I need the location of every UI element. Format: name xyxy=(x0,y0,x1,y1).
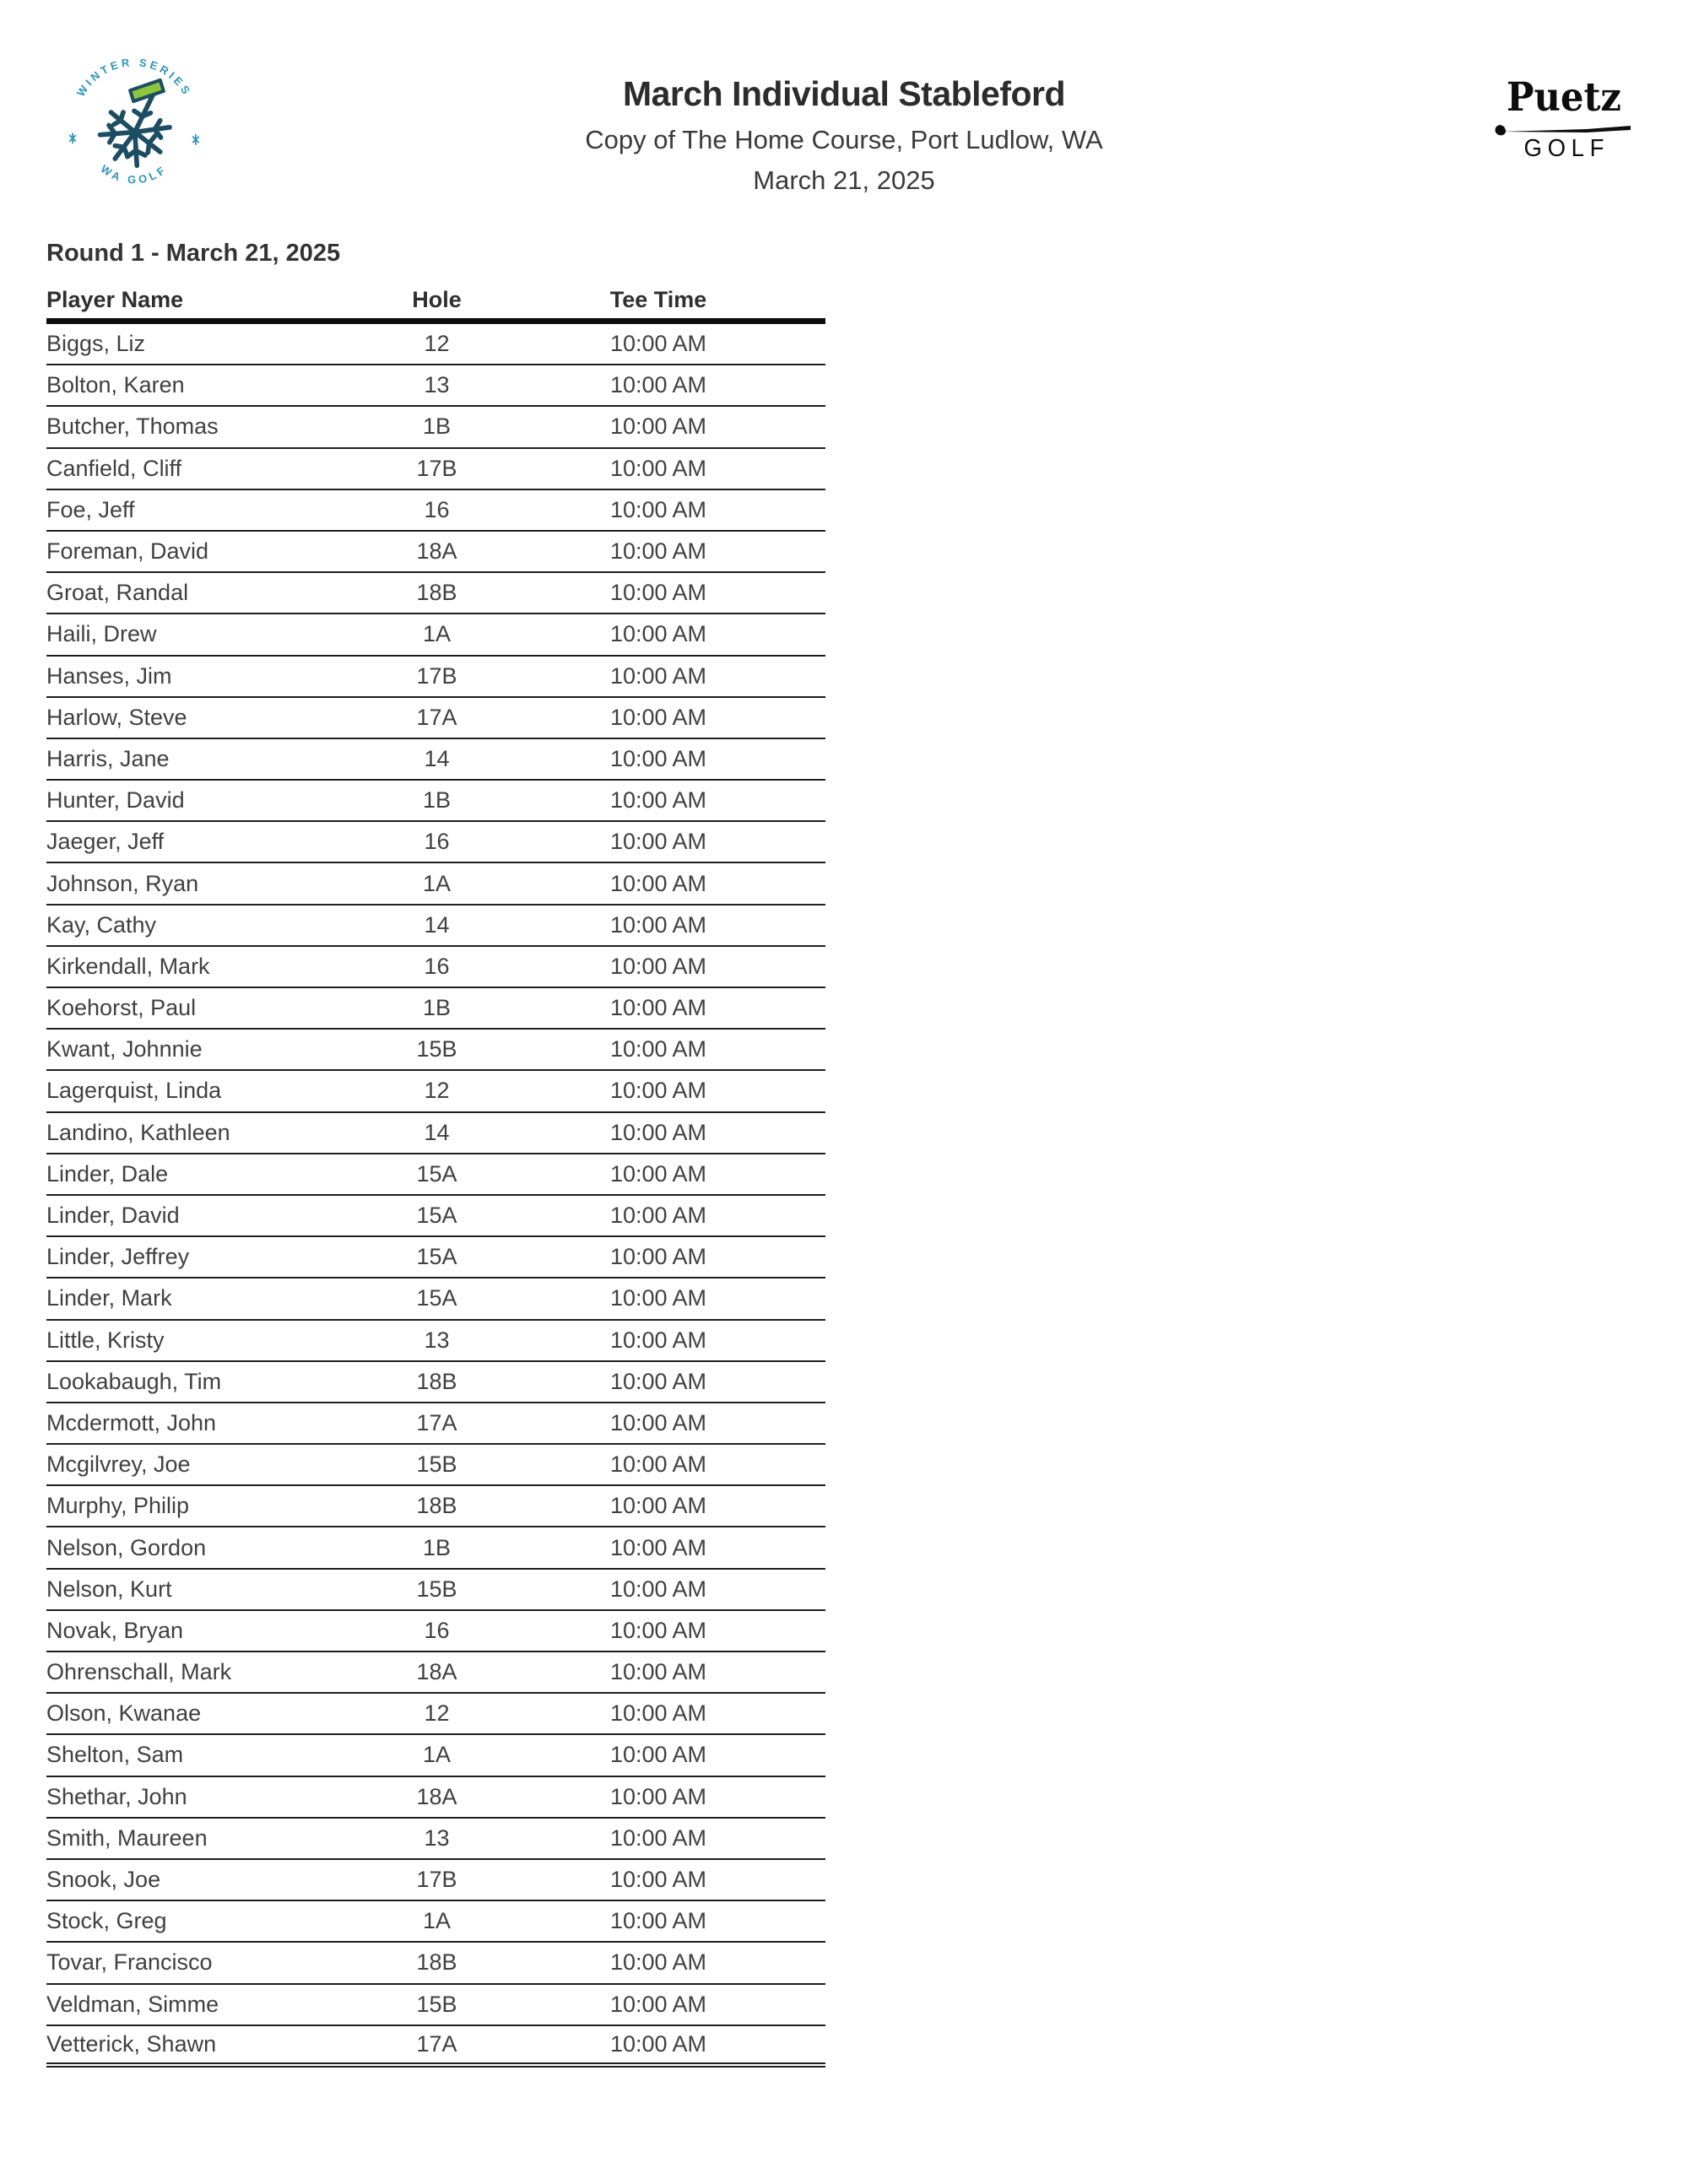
tee-time-cell: 10:00 AM xyxy=(609,1409,707,1435)
tee-time-cell: 10:00 AM xyxy=(609,1036,707,1062)
player-name-cell: Landino, Kathleen xyxy=(46,1119,230,1145)
tee-time-cell: 10:00 AM xyxy=(609,414,707,440)
event-course: Copy of The Home Course, Port Ludlow, WA xyxy=(585,125,1103,154)
table-row xyxy=(46,1321,825,1362)
player-name-cell: Little, Kristy xyxy=(46,1327,165,1353)
hole-cell: 17B xyxy=(416,455,457,481)
table-row xyxy=(46,1819,825,1860)
table-row xyxy=(46,1735,825,1776)
table-row xyxy=(46,1113,825,1154)
tee-time-cell: 10:00 AM xyxy=(609,1783,707,1809)
player-name-cell: Shethar, John xyxy=(46,1783,187,1809)
header-title-block xyxy=(0,74,1688,196)
tee-time-cell: 10:00 AM xyxy=(609,1991,707,2017)
player-name-cell: Harris, Jane xyxy=(46,745,170,771)
player-name-cell: Ohrenschall, Mark xyxy=(46,1659,232,1685)
tee-time-cell: 10:00 AM xyxy=(609,1368,707,1394)
player-name-cell: Mcdermott, John xyxy=(46,1409,217,1435)
tee-time-cell: 10:00 AM xyxy=(609,1534,707,1560)
tee-time-cell: 10:00 AM xyxy=(609,745,707,771)
hole-cell: 15B xyxy=(416,1451,457,1478)
tee-time-cell: 10:00 AM xyxy=(609,1700,707,1727)
hole-cell: 14 xyxy=(424,1119,450,1145)
hole-cell: 17A xyxy=(416,1409,457,1435)
hole-cell: 17A xyxy=(416,2030,457,2057)
hole-cell: 1A xyxy=(422,621,452,647)
tee-time-cell: 10:00 AM xyxy=(609,1327,707,1353)
column-header-tee-time: Tee Time xyxy=(609,287,707,312)
tee-time-cell: 10:00 AM xyxy=(609,580,707,606)
hole-cell: 17A xyxy=(416,704,457,730)
tee-time-cell: 10:00 AM xyxy=(609,1659,707,1685)
tee-time-cell: 10:00 AM xyxy=(609,829,707,855)
player-name-cell: Foe, Jeff xyxy=(46,496,135,522)
table-row xyxy=(46,1652,825,1694)
table-row xyxy=(46,1030,825,1071)
tee-time-cell: 10:00 AM xyxy=(609,911,707,938)
puetz-logo-subtitle: GOLF xyxy=(1523,135,1610,162)
tee-time-cell: 10:00 AM xyxy=(609,1119,707,1145)
table-row xyxy=(46,657,825,698)
hole-cell: 16 xyxy=(424,496,450,522)
tee-time-cell: 10:00 AM xyxy=(609,1576,707,1602)
table-row xyxy=(46,1445,825,1486)
table-row xyxy=(46,1362,825,1403)
table-header-row xyxy=(46,278,825,324)
table-row xyxy=(46,1196,825,1237)
tee-time-cell: 10:00 AM xyxy=(609,1078,707,1104)
player-name-cell: Johnson, Ryan xyxy=(46,870,199,896)
hole-cell: 15A xyxy=(416,1244,457,1270)
table-row xyxy=(46,739,825,781)
table-row xyxy=(46,1527,825,1569)
player-name-cell: Linder, Jeffrey xyxy=(46,1244,190,1270)
hole-cell: 16 xyxy=(424,1617,450,1643)
hole-cell: 15A xyxy=(416,1160,457,1187)
player-name-cell: Linder, Dale xyxy=(46,1160,169,1187)
player-name-cell: Groat, Randal xyxy=(46,580,189,606)
tee-time-cell: 10:00 AM xyxy=(609,2030,707,2057)
player-name-cell: Linder, Mark xyxy=(46,1285,172,1311)
table-row xyxy=(46,532,825,573)
player-name-cell: Hunter, David xyxy=(46,787,185,814)
tee-time-cell: 10:00 AM xyxy=(609,1867,707,1893)
player-name-cell: Shelton, Sam xyxy=(46,1742,184,1768)
hole-cell: 1A xyxy=(422,1908,452,1934)
hole-cell: 14 xyxy=(424,911,450,938)
tee-time-cell: 10:00 AM xyxy=(609,1742,707,1768)
player-name-cell: Tovar, Francisco xyxy=(46,1949,213,1976)
player-name-cell: Foreman, David xyxy=(46,538,209,565)
tee-time-cell: 10:00 AM xyxy=(609,1160,707,1187)
player-name-cell: Kay, Cathy xyxy=(46,911,157,938)
table-row xyxy=(46,863,825,905)
table-row xyxy=(46,1071,825,1112)
hole-cell: 18B xyxy=(416,1368,457,1394)
table-row xyxy=(46,365,825,407)
hole-cell: 18A xyxy=(416,538,457,565)
player-name-cell: Smith, Maureen xyxy=(46,1825,208,1851)
puetz-logo-title: Puetz xyxy=(1506,74,1621,121)
hole-cell: 1B xyxy=(422,787,452,814)
table-row xyxy=(46,1777,825,1819)
hole-cell: 13 xyxy=(424,1825,450,1851)
player-name-cell: Canfield, Cliff xyxy=(46,455,182,481)
table-row xyxy=(46,698,825,739)
hole-cell: 16 xyxy=(424,953,450,979)
hole-cell: 1A xyxy=(422,870,452,896)
wa-golf-arc-text: WA GOLF xyxy=(98,162,170,187)
hole-cell: 17B xyxy=(416,1867,457,1893)
column-header-player-name: Player Name xyxy=(46,287,184,312)
player-name-cell: Haili, Drew xyxy=(46,621,157,647)
puetz-golf-logo xyxy=(1492,74,1636,167)
table-row xyxy=(46,573,825,614)
player-name-cell: Nelson, Gordon xyxy=(46,1534,207,1560)
hole-cell: 18B xyxy=(416,1949,457,1976)
tee-time-cell: 10:00 AM xyxy=(609,704,707,730)
table-row xyxy=(46,407,825,448)
player-name-cell: Stock, Greg xyxy=(46,1908,167,1934)
table-row xyxy=(46,1403,825,1445)
hole-cell: 12 xyxy=(424,331,450,357)
tee-time-cell: 10:00 AM xyxy=(609,870,707,896)
hole-cell: 15B xyxy=(416,1036,457,1062)
event-title: March Individual Stableford xyxy=(622,74,1066,113)
table-row xyxy=(46,490,825,532)
tee-time-cell: 10:00 AM xyxy=(609,455,707,481)
player-name-cell: Novak, Bryan xyxy=(46,1617,184,1643)
player-name-cell: Mcgilvrey, Joe xyxy=(46,1451,191,1478)
hole-cell: 1B xyxy=(422,414,452,440)
table-row xyxy=(46,1237,825,1279)
table-row xyxy=(46,1486,825,1527)
table-row xyxy=(46,988,825,1030)
player-name-cell: Kirkendall, Mark xyxy=(46,953,210,979)
hole-cell: 1A xyxy=(422,1742,452,1768)
tee-time-cell: 10:00 AM xyxy=(609,538,707,565)
table-row xyxy=(46,1860,825,1901)
player-name-cell: Kwant, Johnnie xyxy=(46,1036,203,1062)
hole-cell: 1B xyxy=(422,1534,452,1560)
hole-cell: 15A xyxy=(416,1285,457,1311)
hole-cell: 17B xyxy=(416,662,457,689)
player-name-cell: Bolton, Karen xyxy=(46,372,185,398)
tee-time-cell: 10:00 AM xyxy=(609,1203,707,1229)
hole-cell: 16 xyxy=(424,829,450,855)
table-row xyxy=(46,324,825,365)
winter-series-arc-text: WINTER SERIES xyxy=(73,56,195,99)
table-row xyxy=(46,1943,825,1984)
player-name-cell: Lookabaugh, Tim xyxy=(46,1368,222,1394)
hole-cell: 12 xyxy=(424,1078,450,1104)
player-name-cell: Vetterick, Shawn xyxy=(46,2030,217,2057)
tee-time-cell: 10:00 AM xyxy=(609,1493,707,1519)
hole-cell: 18A xyxy=(416,1783,457,1809)
table-row xyxy=(46,1985,825,2026)
tee-time-cell: 10:00 AM xyxy=(609,995,707,1021)
player-name-cell: Murphy, Philip xyxy=(46,1493,190,1519)
table-row xyxy=(46,1611,825,1652)
hole-cell: 15A xyxy=(416,1203,457,1229)
player-name-cell: Veldman, Simme xyxy=(46,1991,219,2017)
tee-time-cell: 10:00 AM xyxy=(609,1451,707,1478)
tee-time-cell: 10:00 AM xyxy=(609,496,707,522)
player-name-cell: Linder, David xyxy=(46,1203,180,1229)
table-row xyxy=(46,822,825,863)
tee-time-cell: 10:00 AM xyxy=(609,1908,707,1934)
table-row xyxy=(46,1279,825,1320)
player-name-cell: Nelson, Kurt xyxy=(46,1576,172,1602)
table-row xyxy=(46,2026,825,2068)
table-row xyxy=(46,1154,825,1196)
table-row xyxy=(46,1694,825,1735)
table-row xyxy=(46,947,825,988)
table-row xyxy=(46,781,825,822)
tee-time-cell: 10:00 AM xyxy=(609,1285,707,1311)
tee-time-cell: 10:00 AM xyxy=(609,1825,707,1851)
table-row xyxy=(46,614,825,656)
hole-cell: 18B xyxy=(416,580,457,606)
hole-cell: 1B xyxy=(422,995,452,1021)
player-name-cell: Jaeger, Jeff xyxy=(46,829,165,855)
table-row xyxy=(46,905,825,947)
tee-time-cell: 10:00 AM xyxy=(609,1244,707,1270)
player-name-cell: Harlow, Steve xyxy=(46,704,187,730)
tee-time-cell: 10:00 AM xyxy=(609,662,707,689)
hole-cell: 13 xyxy=(424,1327,450,1353)
player-name-cell: Olson, Kwanae xyxy=(46,1700,202,1727)
hole-cell: 18B xyxy=(416,1493,457,1519)
hole-cell: 15B xyxy=(416,1991,457,2017)
table-row xyxy=(46,1570,825,1611)
table-body xyxy=(46,324,825,2068)
tee-time-cell: 10:00 AM xyxy=(609,1617,707,1643)
hole-cell: 15B xyxy=(416,1576,457,1602)
tee-time-cell: 10:00 AM xyxy=(609,787,707,814)
hole-cell: 18A xyxy=(416,1659,457,1685)
tee-time-cell: 10:00 AM xyxy=(609,372,707,398)
player-name-cell: Hanses, Jim xyxy=(46,662,172,689)
tee-time-cell: 10:00 AM xyxy=(609,621,707,647)
player-name-cell: Butcher, Thomas xyxy=(46,414,219,440)
player-name-cell: Koehorst, Paul xyxy=(46,995,197,1021)
tee-time-cell: 10:00 AM xyxy=(609,953,707,979)
player-name-cell: Snook, Joe xyxy=(46,1867,161,1893)
hole-cell: 13 xyxy=(424,372,450,398)
tee-time-table xyxy=(46,278,825,2068)
round-title: Round 1 - March 21, 2025 xyxy=(46,240,341,267)
hole-cell: 14 xyxy=(424,745,450,771)
tee-time-cell: 10:00 AM xyxy=(609,1949,707,1976)
player-name-cell: Lagerquist, Linda xyxy=(46,1078,222,1104)
tee-time-cell: 10:00 AM xyxy=(609,331,707,357)
table-row xyxy=(46,449,825,490)
event-date: March 21, 2025 xyxy=(753,165,935,195)
hole-cell: 12 xyxy=(424,1700,450,1727)
column-header-hole: Hole xyxy=(412,287,462,312)
player-name-cell: Biggs, Liz xyxy=(46,331,146,357)
table-row xyxy=(46,1901,825,1943)
